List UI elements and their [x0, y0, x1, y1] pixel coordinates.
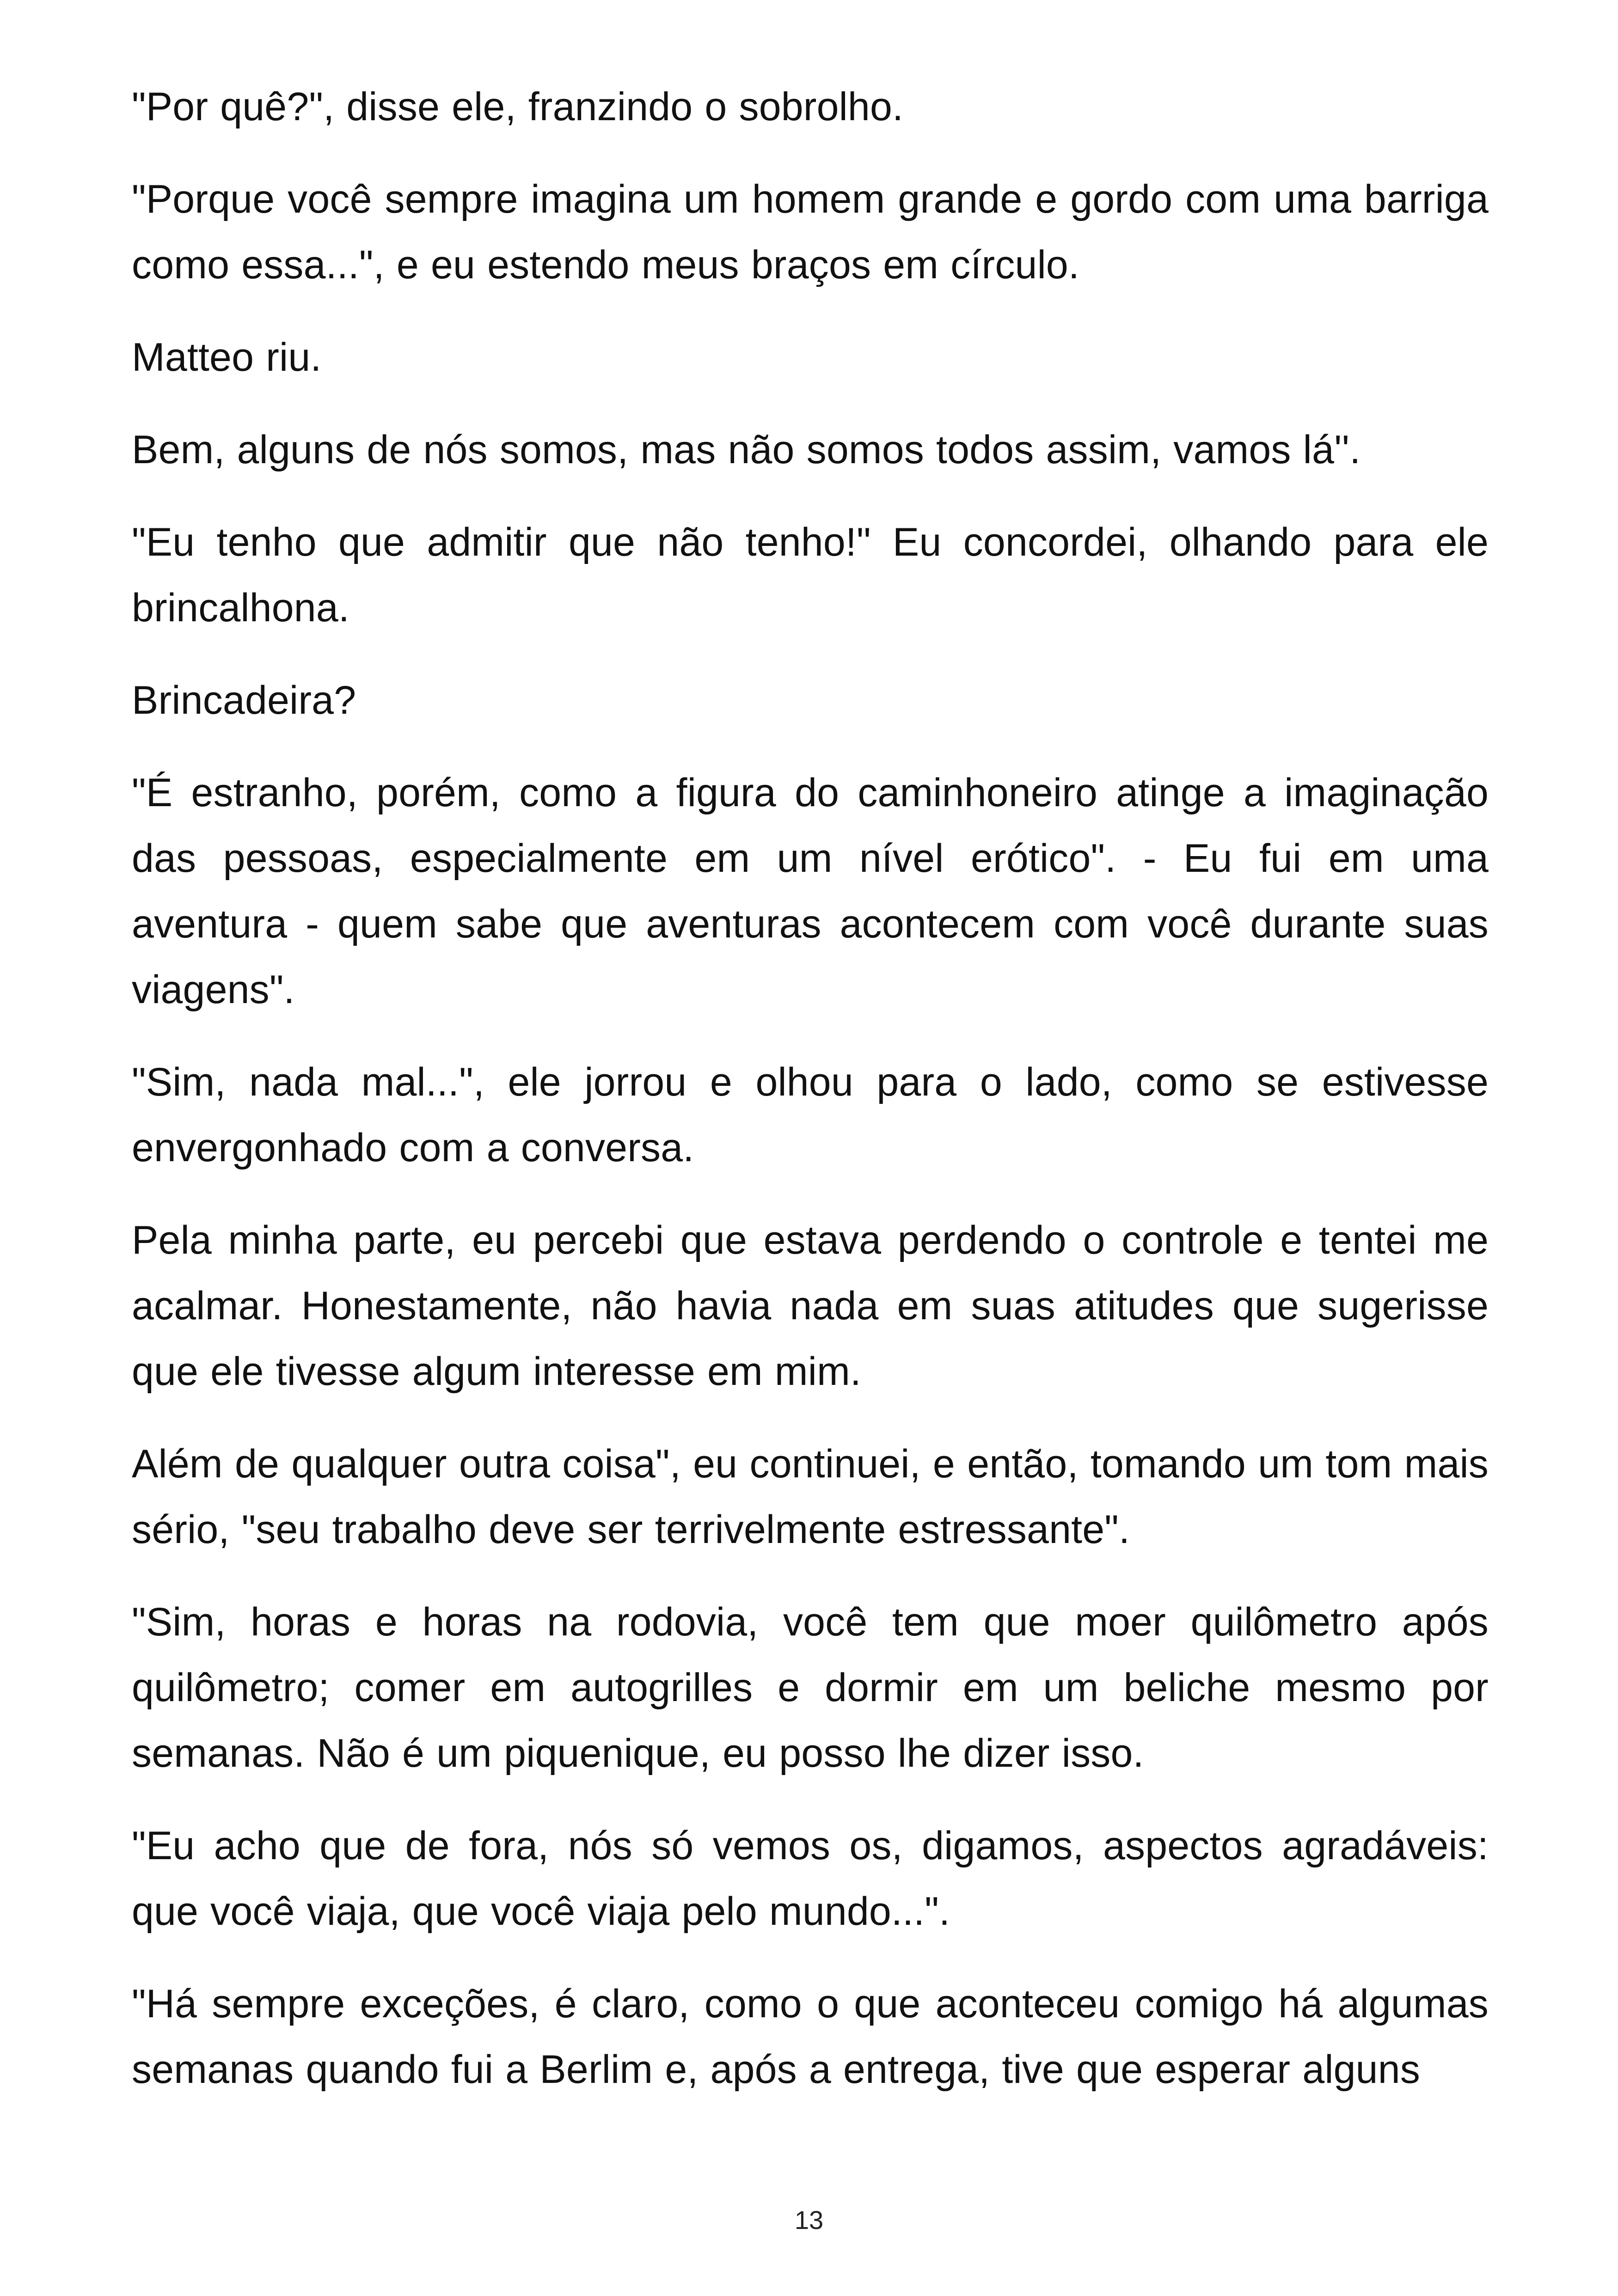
paragraph: "Eu acho que de fora, nós só vemos os, digamos, aspectos agradáveis: que você viaja, que você viaja pelo mundo...". — [132, 1824, 1489, 1934]
paragraph: "Por quê?", disse ele, franzindo o sobrolho. — [132, 85, 904, 129]
paragraph: "Eu tenho que admitir que não tenho!" Eu concordei, olhando para ele brincalhona. — [132, 520, 1489, 630]
paragraph: "Sim, nada mal...", ele jorrou e olhou para o lado, como se estivesse envergonhado com a conversa. — [132, 1060, 1489, 1170]
paragraph: Pela minha parte, eu percebi que estava perdendo o controle e tentei me acalmar. Honestamente, não havia nada em suas atitudes que sugerisse que ele tivesse algum interesse em mim. — [132, 1218, 1489, 1394]
paragraph: Brincadeira? — [132, 678, 356, 722]
paragraph: "Porque você sempre imagina um homem grande e gordo com uma barriga como essa...", e eu estendo meus braços em círculo. — [132, 177, 1489, 287]
paragraph: Bem, alguns de nós somos, mas não somos todos assim, vamos lá''. — [132, 428, 1361, 472]
page-number: 13 — [794, 2205, 824, 2235]
paragraph: Além de qualquer outra coisa", eu continuei, e então, tomando um tom mais sério, "seu trabalho deve ser terrivelmente estressante". — [132, 1442, 1489, 1552]
paragraph: "Sim, horas e horas na rodovia, você tem que moer quilômetro após quilômetro; comer em autogrilles e dormir em um beliche mesmo por semanas. Não é um piquenique, eu posso lhe dizer isso. — [132, 1600, 1489, 1776]
paragraph: Matteo riu. — [132, 335, 322, 380]
paragraph: "Há sempre exceções, é claro, como o que aconteceu comigo há algumas semanas quando fui a Berlim e, após a entrega, tive que esperar alguns — [132, 1982, 1489, 2092]
body-text — [132, 74, 1489, 2129]
paragraph: "É estranho, porém, como a figura do caminhoneiro atinge a imaginação das pessoas, especialmente em um nível erótico". - Eu fui em uma aventura - quem sabe que aventuras acontecem com você durante suas viagens". — [132, 771, 1489, 1012]
